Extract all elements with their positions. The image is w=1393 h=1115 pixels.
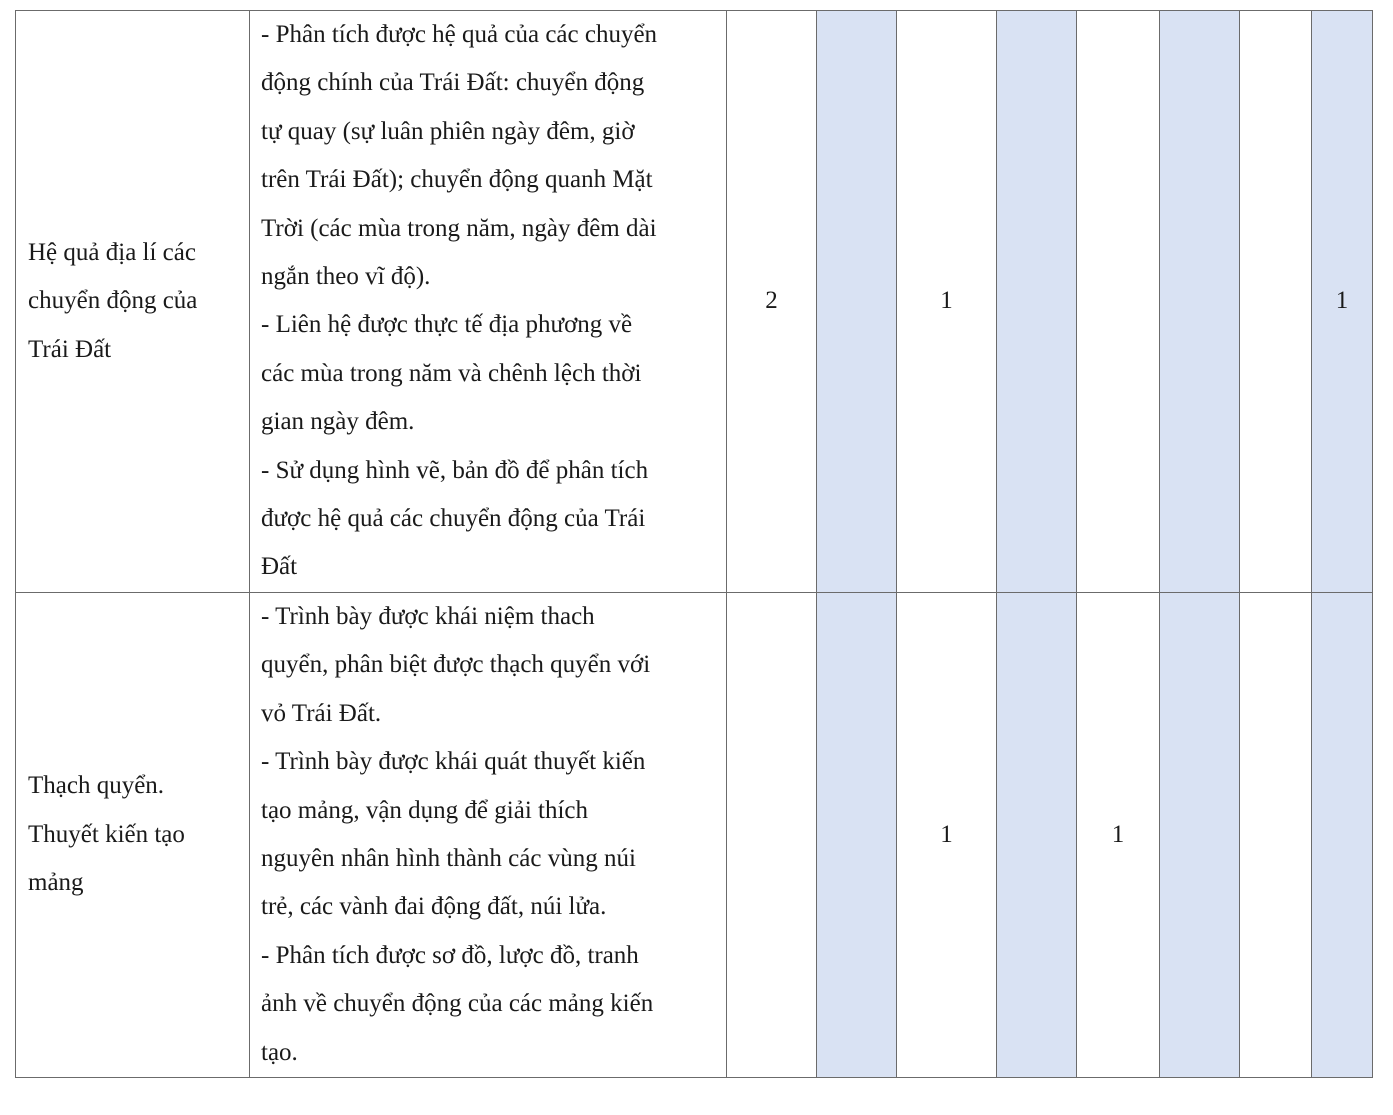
table-row (16, 11, 1373, 593)
description-line: trên Trái Đất); chuyển động quanh Mặt (261, 166, 653, 194)
count-cell (1312, 592, 1373, 1077)
count-cell (1160, 11, 1240, 593)
count-cell (1160, 592, 1240, 1077)
description-line: được hệ quả các chuyển động của Trái (261, 505, 646, 533)
description-line: tự quay (sự luân phiên ngày đêm, giờ (261, 117, 635, 145)
description-line: ảnh về chuyển động của các mảng kiến (261, 990, 654, 1018)
question-matrix-table (15, 10, 1373, 1078)
description-line: - Trình bày được khái niệm thach (261, 602, 595, 630)
topic-line: Trái Đất (28, 335, 112, 363)
count-cell (1240, 11, 1312, 593)
topic-line: Thạch quyển. (28, 772, 165, 800)
table-row (16, 592, 1373, 1077)
count-cell (1240, 592, 1312, 1077)
topic-line: mảng (28, 869, 84, 897)
description-line: nguyên nhân hình thành các vùng núi (261, 844, 636, 872)
topic-cell (16, 11, 250, 593)
count-cell (997, 592, 1077, 1077)
description-line: quyển, phân biệt được thạch quyển với (261, 651, 651, 679)
description-line: trẻ, các vành đai động đất, núi lửa. (261, 893, 607, 921)
count-cell (1077, 11, 1160, 593)
count-cell (727, 592, 817, 1077)
description-line: ngắn theo vĩ độ). (261, 263, 431, 291)
description-line: gian ngày đêm. (261, 408, 415, 436)
count-cell: 1 (897, 11, 997, 593)
count-cell (817, 592, 897, 1077)
count-cell: 1 (897, 592, 997, 1077)
description-line: tạo. (261, 1038, 298, 1066)
count-cell (997, 11, 1077, 593)
count-cell: 2 (727, 11, 817, 593)
description-cell (250, 592, 727, 1077)
description-cell (250, 11, 727, 593)
topic-line: chuyển động của (28, 287, 198, 315)
description-line: - Liên hệ được thực tế địa phương về (261, 311, 633, 339)
topic-line: Thuyết kiến tạo (28, 820, 185, 848)
description-line: - Phân tích được hệ quả của các chuyển (261, 21, 658, 48)
description-line: Đất (261, 553, 298, 581)
description-line: - Trình bày được khái quát thuyết kiến (261, 748, 646, 776)
description-line: các mùa trong năm và chênh lệch thời (261, 359, 642, 387)
description-line: - Phân tích được sơ đồ, lược đồ, tranh (261, 941, 639, 969)
count-cell (817, 11, 897, 593)
description-line: tạo mảng, vận dụng để giải thích (261, 796, 589, 824)
description-line: - Sử dụng hình vẽ, bản đồ để phân tích (261, 456, 649, 484)
description-line: động chính của Trái Đất: chuyển động (261, 69, 645, 97)
count-cell: 1 (1077, 592, 1160, 1077)
description-line: Trời (các mùa trong năm, ngày đêm dài (261, 214, 657, 242)
topic-line: Hệ quả địa lí các (28, 238, 196, 266)
topic-cell (16, 592, 250, 1077)
count-cell: 1 (1312, 11, 1373, 593)
description-line: vỏ Trái Đất. (261, 699, 382, 727)
